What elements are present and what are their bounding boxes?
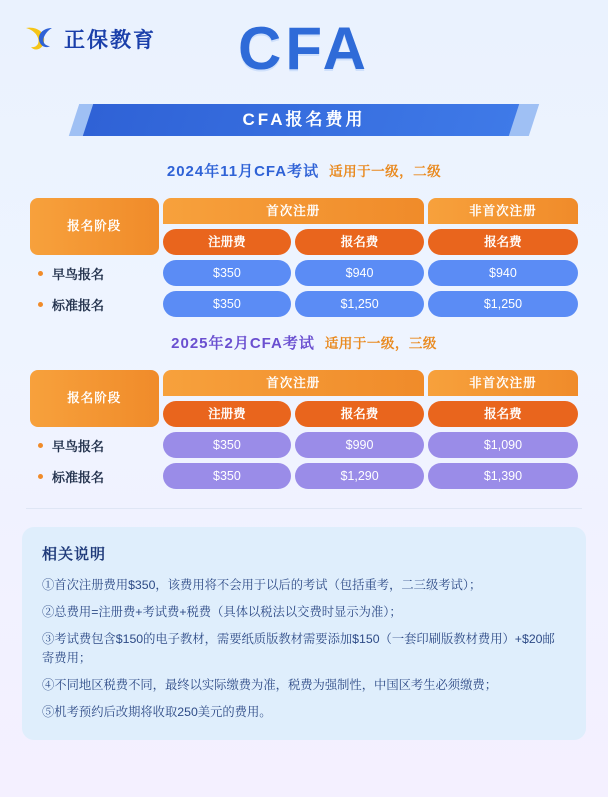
row-label-cell [30,432,159,458]
fee-value: $940 [428,260,578,286]
value-cell [428,432,578,458]
subheader-exam-fee-nonfirst: 报名费 [428,229,578,255]
row-label: 标准报名 [30,467,159,486]
value-cell [163,432,292,458]
non-first-registration-label: 非首次注册 [428,370,578,396]
section-divider [26,508,582,509]
subheader-cell [163,229,292,255]
first-registration-group [163,198,424,224]
stage-header-cell [30,198,159,255]
subheader-cell [295,229,424,255]
subheader-cell [428,401,578,427]
note-item: ⑤机考预约后改期将收取250美元的费用。 [42,705,272,720]
value-cell [428,260,578,286]
fee-value: $350 [163,291,292,317]
subheader-exam-fee: 报名费 [295,401,424,427]
fee-value: $350 [163,432,292,458]
non-first-registration-label: 非首次注册 [428,198,578,224]
table-row [30,260,578,286]
fee-value: $350 [163,463,292,489]
section-subtitle: 适用于一级，三级 [324,336,437,351]
notes-panel [22,527,586,740]
fee-value: $1,290 [295,463,424,489]
subheader-cell [295,401,424,427]
banner [0,104,608,146]
value-cell [295,260,424,286]
row-label: 早鸟报名 [30,436,159,455]
value-cell [163,463,292,489]
stage-header-label: 报名阶段 [30,370,159,427]
section-exam-2025-02 [0,332,608,494]
section-title [26,332,582,353]
value-cell [295,432,424,458]
fee-value: $1,250 [295,291,424,317]
subheader-reg-fee: 注册费 [163,401,292,427]
value-cell [163,291,292,317]
banner-title: CFA报名费用 [242,110,366,129]
section-title-text: 2025年2月CFA考试 [171,335,315,352]
non-first-registration-group [428,198,578,224]
subheader-cell [428,229,578,255]
fee-value: $1,390 [428,463,578,489]
row-label-cell [30,291,159,317]
value-cell [295,291,424,317]
stage-header-cell [30,370,159,427]
row-label: 标准报名 [30,295,159,314]
fee-value: $990 [295,432,424,458]
section-subtitle: 适用于一级，二级 [329,164,442,179]
subheader-cell [163,401,292,427]
value-cell [295,463,424,489]
page-title: CFA [238,15,370,82]
table-row [30,291,578,317]
row-label-cell [30,463,159,489]
non-first-registration-group [428,370,578,396]
fee-value: $1,250 [428,291,578,317]
section-title-text: 2024年11月CFA考试 [166,163,320,180]
subheader-exam-fee: 报名费 [295,229,424,255]
fee-table-2024 [26,193,582,322]
brand-name: 正保教育 [64,28,156,52]
section-title [26,160,582,181]
stage-header-label: 报名阶段 [30,198,159,255]
fee-value: $1,090 [428,432,578,458]
value-cell [428,291,578,317]
value-cell [428,463,578,489]
note-item: ①首次注册费用$350，该费用将不会用于以后的考试（包括重考，二三级考试）； [42,578,482,592]
subheader-exam-fee-nonfirst: 报名费 [428,401,578,427]
section-exam-2024-11 [0,160,608,322]
note-item: ③考试费包含$150的电子教材，需要纸质版教材需要添加$150（一套印刷版教材费用）+$20邮寄费用； [42,632,555,666]
row-label: 早鸟报名 [30,264,159,283]
note-item: ②总费用=注册费+考试费+税费（具体以税法以交费时显示为准）； [42,605,402,620]
value-cell [163,260,292,286]
row-label-cell [30,260,159,286]
page-header [0,0,608,100]
table-header-row [30,370,578,396]
fee-table-2025 [26,365,582,494]
table-header-row [30,198,578,224]
table-row [30,463,578,489]
subheader-reg-fee: 注册费 [163,229,292,255]
fee-value: $940 [295,260,424,286]
notes-title: 相关说明 [42,546,107,563]
first-registration-label: 首次注册 [163,198,424,224]
table-row [30,432,578,458]
first-registration-group [163,370,424,396]
fee-value: $350 [163,260,292,286]
note-item: ④不同地区税费不同，最终以实际缴费为准，税费为强制性，中国区考生必须缴费； [42,678,497,693]
first-registration-label: 首次注册 [163,370,424,396]
